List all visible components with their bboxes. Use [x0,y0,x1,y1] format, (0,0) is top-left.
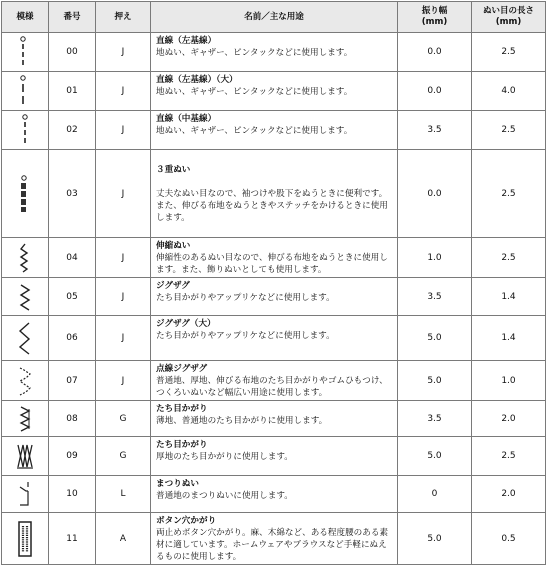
width-cell: 3.5 [398,278,472,316]
stitch-table [1,1,546,565]
stitch-name: 直線（左基線） [156,36,217,46]
foot-cell: L [96,476,151,513]
stitch-use: 地ぬい、ギャザー、ピンタックなどに使用します。 [156,48,353,58]
header-name-use: 名前／主な用途 [151,2,398,33]
description-cell [151,278,398,316]
pattern-cell [2,361,49,401]
triple-stitch-icon [15,174,35,214]
number-cell: 06 [49,316,96,361]
foot-cell: G [96,437,151,476]
foot-cell: J [96,238,151,278]
stitch-use: たち目かがりやアップリケなどに使用します。 [156,331,335,341]
header-row [2,2,546,33]
pattern-cell [2,111,49,150]
length-cell: 2.5 [472,33,546,72]
length-cell: 1.4 [472,278,546,316]
stitch-name: 直線（左基線）（大） [156,75,238,85]
stitch-use: たち目かがりやアップリケなどに使用します。 [156,293,335,303]
number-cell: 01 [49,72,96,111]
number-cell: 07 [49,361,96,401]
width-cell: 5.0 [398,316,472,361]
description-cell [151,316,398,361]
width-cell: 0.0 [398,150,472,238]
number-cell: 10 [49,476,96,513]
dotted-zigzag-stitch-icon [15,364,35,398]
stitch-use: 地ぬい、ギャザー、ピンタックなどに使用します。 [156,126,353,136]
stitch-name: ３重ぬい [156,165,191,175]
zigzag-stitch-icon [15,281,35,313]
length-cell: 2.0 [472,476,546,513]
description-cell [151,33,398,72]
description-cell [151,111,398,150]
header-length-unit: (mm) [495,17,522,27]
foot-cell: J [96,150,151,238]
stitch-name: 伸縮ぬい [156,241,191,251]
length-cell: 1.4 [472,316,546,361]
width-cell: 3.5 [398,401,472,437]
pattern-cell [2,33,49,72]
length-cell: 4.0 [472,72,546,111]
straight-center-stitch-icon [15,113,35,147]
table-row [2,150,546,238]
stitch-use: 両止めボタン穴かがり。麻、木綿など、ある程度腰のある素材に適しています。ホームウェアやブラウスなど手軽にぬえるものに使用します。 [156,528,389,562]
stitch-chart [1,1,546,565]
foot-cell: J [96,316,151,361]
foot-cell: J [96,33,151,72]
stitch-name: 点線ジグザグ [156,364,208,374]
table-row [2,278,546,316]
stitch-name: まつりぬい [156,479,199,489]
length-cell: 1.0 [472,361,546,401]
description-cell [151,437,398,476]
number-cell: 05 [49,278,96,316]
table-row [2,238,546,278]
table-row [2,72,546,111]
foot-cell: J [96,278,151,316]
table-row [2,33,546,72]
foot-cell: G [96,401,151,437]
blind-hem-stitch-icon [14,479,36,509]
header-number: 番号 [49,2,96,33]
stretch-stitch-icon [15,241,35,275]
description-cell [151,150,398,238]
header-width [398,2,472,33]
foot-cell: A [96,513,151,565]
length-cell: 2.0 [472,401,546,437]
stitch-use: 薄地、普通地のたち目かがりに使用します。 [156,416,328,426]
header-width-label: 振り幅 [421,6,448,16]
width-cell: 0.0 [398,72,472,111]
header-foot: 押え [96,2,151,33]
pattern-cell [2,316,49,361]
number-cell: 03 [49,150,96,238]
pattern-cell [2,401,49,437]
width-cell: 0 [398,476,472,513]
table-row [2,361,546,401]
foot-cell: J [96,361,151,401]
table-row [2,476,546,513]
length-cell: 0.5 [472,513,546,565]
overcast-heavy-stitch-icon [14,440,36,472]
width-cell: 5.0 [398,361,472,401]
pattern-cell [2,278,49,316]
length-cell: 2.5 [472,437,546,476]
stitch-use: 丈夫なぬい目なので、袖つけや股下をぬうときに便利です。 また、伸びる布地をぬうときやステッチをかけるときに使用します。 [156,189,388,223]
overcast-stitch-icon [15,404,35,434]
description-cell [151,238,398,278]
header-pattern: 模様 [2,2,49,33]
width-cell: 5.0 [398,513,472,565]
pattern-cell [2,513,49,565]
stitch-use: 普通地のまつりぬいに使用します。 [156,491,293,501]
number-cell: 09 [49,437,96,476]
header-length [472,2,546,33]
straight-left-large-stitch-icon [15,74,35,108]
pattern-cell [2,476,49,513]
length-cell: 2.5 [472,111,546,150]
stitch-name: たち目かがり [156,440,208,450]
description-cell [151,401,398,437]
width-cell: 3.5 [398,111,472,150]
straight-left-stitch-icon [15,35,35,69]
number-cell: 02 [49,111,96,150]
stitch-name: ジグザグ（大） [156,319,216,329]
buttonhole-stitch-icon [14,518,36,560]
stitch-name: ジグザグ [156,281,190,291]
stitch-use: 普通地、厚地、伸びる布地のたち目かがりやゴムひもつけ、つくろいぬいなど幅広い用途に使用します。 [156,376,388,398]
description-cell [151,361,398,401]
pattern-cell [2,238,49,278]
stitch-name: たち目かがり [156,404,208,414]
number-cell: 00 [49,33,96,72]
pattern-cell [2,150,49,238]
header-width-unit: (mm) [421,17,448,27]
length-cell: 2.5 [472,150,546,238]
stitch-name: 直線（中基線） [156,114,217,124]
description-cell [151,72,398,111]
table-row [2,401,546,437]
number-cell: 08 [49,401,96,437]
table-row [2,513,546,565]
stitch-use: 伸縮性のあるぬい目なので、伸びる布地をぬうときに使用します。また、飾りぬいとしても使用します。 [156,253,388,275]
table-row [2,111,546,150]
stitch-use: 厚地のたち目かがりに使用します。 [156,452,293,462]
width-cell: 5.0 [398,437,472,476]
stitch-use: 地ぬい、ギャザー、ピンタックなどに使用します。 [156,87,353,97]
description-cell [151,513,398,565]
number-cell: 11 [49,513,96,565]
description-cell [151,476,398,513]
header-length-label: ぬい目の長さ [482,6,534,16]
zigzag-large-stitch-icon [15,319,35,357]
foot-cell: J [96,72,151,111]
width-cell: 0.0 [398,33,472,72]
stitch-name: ボタン穴かがり [156,516,217,526]
width-cell: 1.0 [398,238,472,278]
foot-cell: J [96,111,151,150]
pattern-cell [2,72,49,111]
length-cell: 2.5 [472,238,546,278]
pattern-cell [2,437,49,476]
table-row [2,437,546,476]
number-cell: 04 [49,238,96,278]
table-row [2,316,546,361]
